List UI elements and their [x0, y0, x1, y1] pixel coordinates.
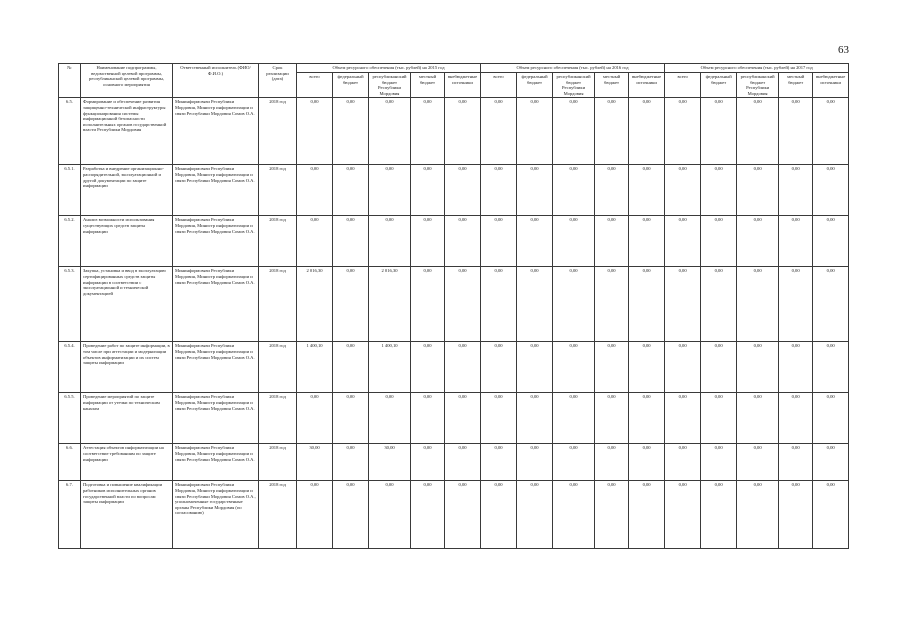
value-cell: 0,00 [779, 98, 813, 165]
value-cell: 0,00 [629, 342, 665, 393]
value-cell: 0,00 [481, 393, 517, 444]
page-number: 63 [838, 44, 849, 56]
value-cell: 0,00 [411, 342, 445, 393]
value-cell: 2 016,30 [369, 267, 411, 342]
subheader-cell: федеральный бюджет [333, 73, 369, 98]
value-cell: 0,00 [445, 216, 481, 267]
value-cell: 0,00 [629, 267, 665, 342]
row-number-cell: 6.5.5. [59, 393, 81, 444]
value-cell: 0,00 [481, 267, 517, 342]
value-cell: 0,00 [517, 393, 553, 444]
value-cell: 0,00 [629, 165, 665, 216]
value-cell: 0,00 [481, 481, 517, 549]
value-cell: 0,00 [333, 481, 369, 549]
value-cell: 0,00 [411, 393, 445, 444]
value-cell: 0,00 [701, 267, 737, 342]
value-cell: 0,00 [445, 165, 481, 216]
value-cell: 0,00 [595, 393, 629, 444]
value-cell: 0,00 [517, 165, 553, 216]
row-name-cell: Разработка и внедрение организационно-распорядительной, эксплуатационной и другой документации по защите информации [81, 165, 173, 216]
table-row [59, 98, 849, 165]
subheader-cell: внебюджетные источники [813, 73, 849, 98]
value-cell: 0,00 [481, 216, 517, 267]
value-cell: 0,00 [517, 481, 553, 549]
value-cell: 0,00 [333, 342, 369, 393]
row-executor-cell: Мининформсвязи Республики Мордовия, Министр информатизации и связи Республики Мордовия Сомов О.А. [173, 165, 259, 216]
subheader-cell: внебюджетные источники [629, 73, 665, 98]
subheader-cell: федеральный бюджет [517, 73, 553, 98]
value-cell: 0,00 [813, 267, 849, 342]
value-cell: 0,00 [701, 481, 737, 549]
row-name-cell: Проведение мероприятий по защите информации от утечки по техническим каналам [81, 393, 173, 444]
row-term-cell: 2018 год [259, 216, 297, 267]
value-cell: 0,00 [595, 342, 629, 393]
value-cell: 0,00 [411, 444, 445, 481]
value-cell: 0,00 [665, 216, 701, 267]
value-cell: 0,00 [701, 393, 737, 444]
row-name-cell: Закупка, установка и ввод в эксплуатацию сертифицированных средств защиты информации в соответствии с эксплуатационной и технической документацией [81, 267, 173, 342]
value-cell: 0,00 [481, 342, 517, 393]
value-cell: 0,00 [779, 216, 813, 267]
subheader-cell: всего [665, 73, 701, 98]
value-cell: 0,00 [445, 267, 481, 342]
value-cell: 0,00 [665, 444, 701, 481]
resource-table [58, 63, 849, 549]
header-no: № [59, 64, 81, 98]
value-cell: 0,00 [481, 165, 517, 216]
row-term-cell: 2018 год [259, 165, 297, 216]
table-row [59, 444, 849, 481]
value-cell: 0,00 [481, 98, 517, 165]
value-cell: 0,00 [333, 216, 369, 267]
value-cell: 0,00 [701, 98, 737, 165]
value-cell: 0,00 [297, 98, 333, 165]
value-cell: 0,00 [297, 165, 333, 216]
row-number-cell: 6.5. [59, 98, 81, 165]
value-cell: 0,00 [553, 216, 595, 267]
value-cell: 0,00 [445, 481, 481, 549]
value-cell: 0,00 [737, 444, 779, 481]
value-cell: 0,00 [553, 342, 595, 393]
value-cell: 0,00 [665, 481, 701, 549]
value-cell: 0,00 [629, 216, 665, 267]
value-cell: 0,00 [333, 267, 369, 342]
value-cell: 0,00 [665, 342, 701, 393]
row-number-cell: 6.5.4. [59, 342, 81, 393]
table-row [59, 342, 849, 393]
value-cell: 0,00 [737, 481, 779, 549]
value-cell: 0,00 [595, 98, 629, 165]
value-cell: 0,00 [629, 98, 665, 165]
value-cell: 0,00 [779, 165, 813, 216]
value-cell: 0,00 [737, 393, 779, 444]
value-cell: 0,00 [297, 393, 333, 444]
value-cell: 0,00 [297, 216, 333, 267]
header-name: Наименование подпрограммы, ведомственной целевой программы, республиканской целевой программы, основного мероприятия [81, 64, 173, 98]
row-number-cell: 6.5.3. [59, 267, 81, 342]
value-cell: 0,00 [701, 216, 737, 267]
value-cell: 0,00 [553, 267, 595, 342]
value-cell: 0,00 [411, 267, 445, 342]
header-row-1 [59, 64, 849, 73]
value-cell: 0,00 [629, 481, 665, 549]
header-group-2015: Объем ресурсного обеспечения (тыс. рублей) на 2015 год [297, 64, 481, 73]
row-number-cell: 6.5.1. [59, 165, 81, 216]
subheader-cell: местный бюджет [779, 73, 813, 98]
value-cell: 0,00 [701, 444, 737, 481]
row-number-cell: 6.5.2. [59, 216, 81, 267]
value-cell: 0,00 [595, 165, 629, 216]
value-cell: 0,00 [333, 444, 369, 481]
value-cell: 0,00 [737, 267, 779, 342]
value-cell: 0,00 [517, 98, 553, 165]
table-row [59, 216, 849, 267]
row-term-cell: 2018 год [259, 393, 297, 444]
value-cell: 0,00 [701, 342, 737, 393]
row-term-cell: 2018 год [259, 444, 297, 481]
value-cell: 0,00 [813, 216, 849, 267]
value-cell: 0,00 [665, 267, 701, 342]
value-cell: 1 400,10 [297, 342, 333, 393]
value-cell: 0,00 [737, 342, 779, 393]
value-cell: 0,00 [813, 444, 849, 481]
value-cell: 0,00 [595, 216, 629, 267]
value-cell: 0,00 [411, 98, 445, 165]
row-executor-cell: Мининформсвязи Республики Мордовия, Министр информатизации и связи Республики Мордовия Сомов О.А. [173, 444, 259, 481]
value-cell: 0,00 [411, 481, 445, 549]
subheader-cell: республиканский бюджет Республики Мордовия [553, 73, 595, 98]
subheader-cell: местный бюджет [595, 73, 629, 98]
value-cell: 0,00 [369, 481, 411, 549]
value-cell: 0,00 [445, 98, 481, 165]
table-row [59, 267, 849, 342]
row-executor-cell: Мининформсвязи Республики Мордовия, Министр информатизации и связи Республики Мордовия Сомов О.А. [173, 267, 259, 342]
row-name-cell: Подготовка и повышение квалификации работников исполнительных органов государственной власти по вопросам защиты информации [81, 481, 173, 549]
table-row [59, 481, 849, 549]
value-cell: 0,00 [481, 444, 517, 481]
value-cell: 0,00 [553, 165, 595, 216]
table-row [59, 165, 849, 216]
value-cell: 0,00 [813, 98, 849, 165]
value-cell: 0,00 [813, 165, 849, 216]
value-cell: 0,00 [411, 216, 445, 267]
value-cell: 0,00 [517, 342, 553, 393]
value-cell: 0,00 [333, 393, 369, 444]
value-cell: 0,00 [369, 98, 411, 165]
value-cell: 0,00 [595, 267, 629, 342]
value-cell: 0,00 [779, 393, 813, 444]
value-cell: 0,00 [665, 393, 701, 444]
value-cell: 0,00 [517, 216, 553, 267]
value-cell: 0,00 [665, 165, 701, 216]
row-name-cell: Анализ возможности использования существующих средств защиты информации [81, 216, 173, 267]
subheader-cell: федеральный бюджет [701, 73, 737, 98]
value-cell: 0,00 [445, 444, 481, 481]
subheader-cell: всего [297, 73, 333, 98]
value-cell: 2 016,30 [297, 267, 333, 342]
value-cell: 0,00 [779, 481, 813, 549]
value-cell: 0,00 [553, 98, 595, 165]
subheader-cell: внебюджетные источники [445, 73, 481, 98]
value-cell: 0,00 [369, 393, 411, 444]
subheader-cell: республиканский бюджет Республики Мордовия [737, 73, 779, 98]
row-name-cell: Формирование и обеспечение развития защищенно-технической инфраструктуры функционирования системы информационной безопасности исполнительных органов государственной власти Республики Мордовия [81, 98, 173, 165]
header-executor: Ответственный исполнитель (ФИО/Ф.И.О.) [173, 64, 259, 98]
value-cell: 0,00 [333, 165, 369, 216]
row-number-cell: 6.7. [59, 481, 81, 549]
row-number-cell: 6.6. [59, 444, 81, 481]
row-executor-cell: Мининформсвязи Республики Мордовия, Министр информатизации и связи Республики Мордовия Сомов О.А., уполномоченные государственные органы Республики Мордовия (по согласованию) [173, 481, 259, 549]
row-name-cell: Проведение работ по защите информации, в том числе при аттестации и модернизации объектов информатизации и их систем защиты информации [81, 342, 173, 393]
value-cell: 0,00 [595, 481, 629, 549]
value-cell: 0,00 [369, 165, 411, 216]
value-cell: 0,00 [553, 393, 595, 444]
row-term-cell: 2018 год [259, 342, 297, 393]
value-cell: 0,00 [629, 393, 665, 444]
value-cell: 30,00 [297, 444, 333, 481]
value-cell: 0,00 [629, 444, 665, 481]
header-group-2017: Объем ресурсного обеспечения (тыс. рублей) на 2017 год [665, 64, 849, 73]
value-cell: 0,00 [517, 444, 553, 481]
value-cell: 30,00 [369, 444, 411, 481]
value-cell: 0,00 [779, 342, 813, 393]
value-cell: 0,00 [779, 444, 813, 481]
value-cell: 0,00 [737, 216, 779, 267]
value-cell: 0,00 [553, 481, 595, 549]
row-name-cell: Аттестация объектов информатизации на соответствие требованиям по защите информации [81, 444, 173, 481]
value-cell: 0,00 [445, 393, 481, 444]
row-term-cell: 2018 год [259, 98, 297, 165]
row-term-cell: 2018 год [259, 267, 297, 342]
subheader-cell: республиканский бюджет Республики Мордовия [369, 73, 411, 98]
table-row [59, 393, 849, 444]
value-cell: 0,00 [411, 165, 445, 216]
subheader-cell: местный бюджет [411, 73, 445, 98]
header-term: Срок реализации (дата) [259, 64, 297, 98]
value-cell: 0,00 [813, 393, 849, 444]
value-cell: 0,00 [333, 98, 369, 165]
value-cell: 0,00 [813, 481, 849, 549]
row-term-cell: 2018 год [259, 481, 297, 549]
value-cell: 0,00 [737, 165, 779, 216]
subheader-cell: всего [481, 73, 517, 98]
value-cell: 0,00 [595, 444, 629, 481]
value-cell: 0,00 [297, 481, 333, 549]
value-cell: 0,00 [553, 444, 595, 481]
value-cell: 1 400,10 [369, 342, 411, 393]
row-executor-cell: Мининформсвязи Республики Мордовия, Министр информатизации и связи Республики Мордовия Сомов О.А. [173, 393, 259, 444]
value-cell: 0,00 [517, 267, 553, 342]
value-cell: 0,00 [737, 98, 779, 165]
table-body [59, 98, 849, 549]
value-cell: 0,00 [701, 165, 737, 216]
value-cell: 0,00 [813, 342, 849, 393]
value-cell: 0,00 [369, 216, 411, 267]
header-group-2016: Объем ресурсного обеспечения (тыс. рублей) на 2016 год [481, 64, 665, 73]
row-executor-cell: Мининформсвязи Республики Мордовия, Министр информатизации и связи Республики Мордовия Сомов О.А. [173, 98, 259, 165]
value-cell: 0,00 [665, 98, 701, 165]
value-cell: 0,00 [445, 342, 481, 393]
value-cell: 0,00 [779, 267, 813, 342]
row-executor-cell: Мининформсвязи Республики Мордовия, Министр информатизации и связи Республики Мордовия Сомов О.А. [173, 216, 259, 267]
row-executor-cell: Мининформсвязи Республики Мордовия, Министр информатизации и связи Республики Мордовия Сомов О.А. [173, 342, 259, 393]
